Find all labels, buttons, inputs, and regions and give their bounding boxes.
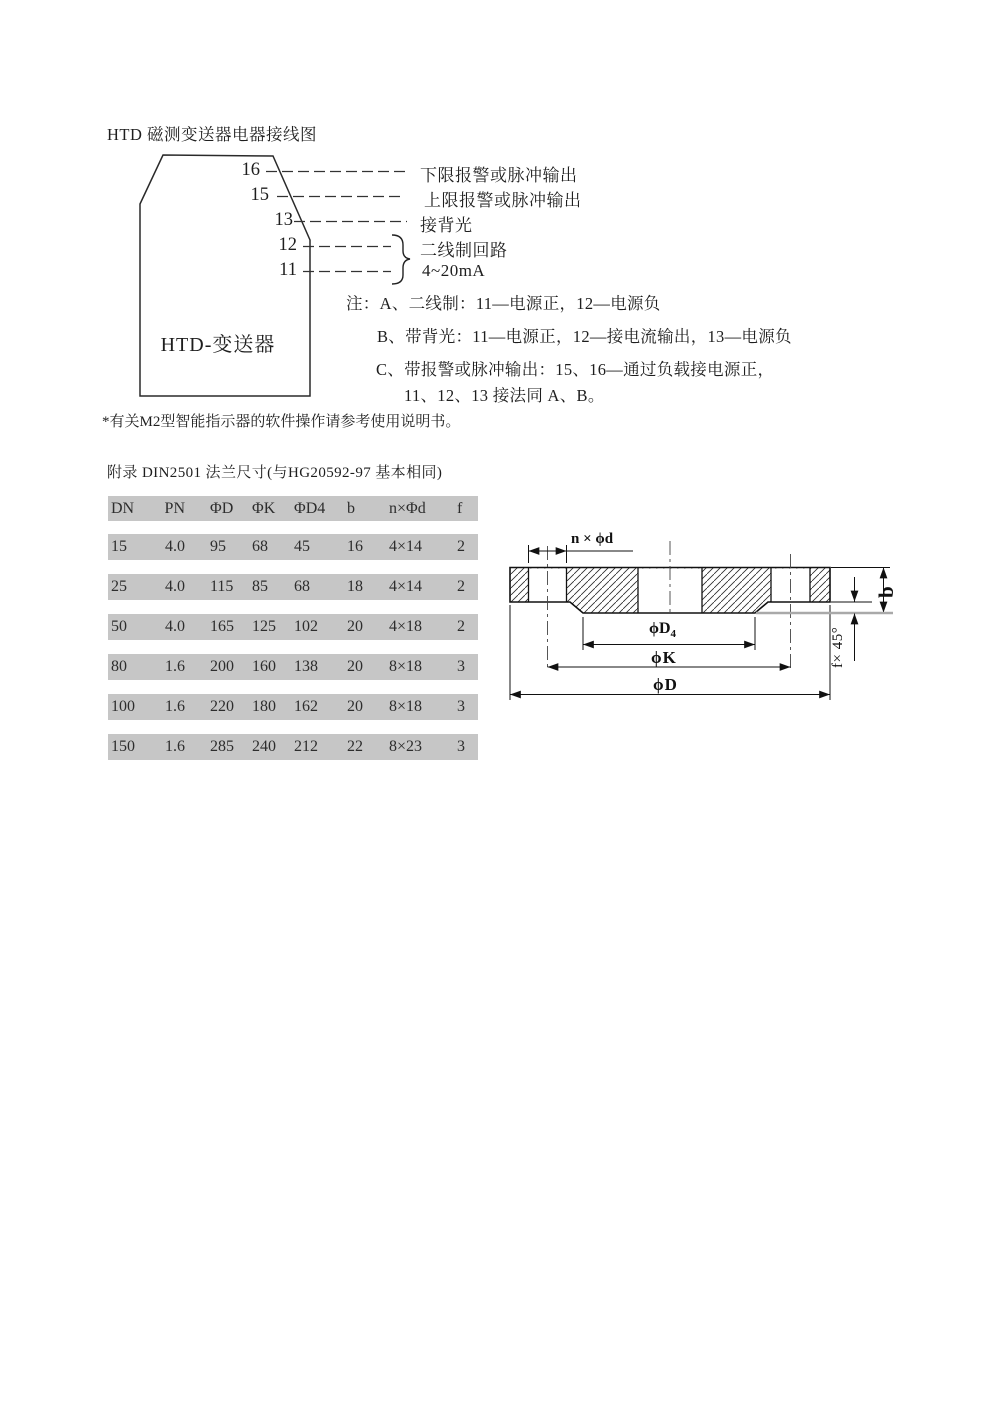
bolt-holes-dim-label: n × ϕd: [571, 531, 614, 547]
table-cell: 220: [210, 698, 234, 715]
table-cell: 138: [294, 658, 318, 675]
table-cell: 16: [347, 538, 363, 555]
wiring-note: 注：A、二线制：11—电源正，12—电源负: [346, 294, 661, 313]
table-cell: 20: [347, 658, 363, 675]
k-dim-label: ϕK: [651, 648, 677, 667]
wiring-note: B、带背光：11—电源正，12—接电流输出，13—电源负: [377, 327, 792, 346]
table-cell: 115: [210, 578, 234, 595]
table-cell: 20: [347, 618, 363, 635]
table-cell: 15: [111, 538, 127, 555]
pin-function-label: 接背光: [420, 216, 473, 235]
table-cell: 4.0: [165, 538, 185, 555]
table-cell: 45: [294, 538, 310, 555]
table-cell: 4×18: [389, 618, 423, 635]
table-cell: 68: [252, 538, 268, 555]
table-cell: 1.6: [165, 658, 185, 675]
table-cell: 3: [457, 658, 465, 675]
flange-dimension-table: [108, 496, 478, 774]
table-cell: 20: [347, 698, 363, 715]
table-cell: 4.0: [165, 578, 185, 595]
pin-number: 15: [250, 185, 269, 205]
table-cell: 1.6: [165, 738, 185, 755]
table-cell: 50: [111, 618, 127, 635]
table-cell: 8×23: [389, 738, 423, 755]
column-header: f: [457, 500, 463, 517]
table-cell: 4.0: [165, 618, 185, 635]
flange-table-body: [108, 534, 478, 760]
table-cell: 285: [210, 738, 234, 755]
column-header: DN: [111, 500, 135, 517]
pin-number: 12: [278, 235, 297, 255]
table-cell: 212: [294, 738, 318, 755]
column-header: n×Φd: [389, 500, 426, 517]
pin-number: 11: [279, 260, 297, 280]
transmitter-label: HTD-变送器: [160, 334, 276, 356]
flange-table-header-row: [108, 496, 478, 521]
column-header: ΦK: [252, 500, 276, 517]
table-cell: 2: [457, 538, 465, 555]
table-cell: 4×14: [389, 538, 423, 555]
appendix-caption: 附录 DIN2501 法兰尺寸(与HG20592-97 基本相同): [107, 465, 443, 481]
table-cell: 4×14: [389, 578, 423, 595]
table-cell: 1.6: [165, 698, 185, 715]
table-row: [108, 614, 478, 640]
bolt-hole-left: [529, 569, 567, 602]
table-row: [108, 694, 478, 720]
pin-function-label: 4~20mA: [422, 261, 486, 280]
flange-cross-section: [510, 541, 893, 700]
table-cell: 8×18: [389, 658, 423, 675]
bolt-hole-right: [771, 569, 810, 602]
table-cell: 150: [111, 738, 135, 755]
table-cell: 162: [294, 698, 318, 715]
table-cell: 25: [111, 578, 127, 595]
table-cell: 3: [457, 698, 465, 715]
table-cell: 8×18: [389, 698, 423, 715]
pin-number: 13: [274, 210, 293, 230]
table-row: [108, 734, 478, 760]
table-cell: 180: [252, 698, 276, 715]
pin-function-label: 下限报警或脉冲输出: [420, 166, 578, 185]
table-cell: 95: [210, 538, 226, 555]
chamfer-dim-label: f× 45°: [830, 626, 846, 668]
wiring-note: 11、12、13 接法同 A、B。: [404, 386, 605, 405]
table-cell: 80: [111, 658, 127, 675]
pin-function-label: 上限报警或脉冲输出: [424, 191, 582, 210]
wiring-note: C、带报警或脉冲输出：15、16—通过负载接电源正，: [376, 360, 775, 379]
d4-dim-label: $\phi D_4$: [649, 620, 677, 641]
flange-hatched-body: [510, 568, 830, 614]
table-row: [108, 534, 478, 560]
table-cell: 85: [252, 578, 268, 595]
d-dim-label: ϕD: [653, 675, 678, 694]
table-cell: 100: [111, 698, 135, 715]
table-cell: 2: [457, 578, 465, 595]
page-title: HTD 磁测变送器电器接线图: [107, 125, 318, 144]
table-cell: 165: [210, 618, 234, 635]
column-header: PN: [164, 500, 185, 517]
pin-function-label: 二线制回路: [420, 241, 508, 260]
column-header: ΦD: [210, 500, 234, 517]
center-bore: [638, 569, 702, 613]
table-row: [108, 654, 478, 680]
table-cell: 22: [347, 738, 363, 755]
pin-number: 16: [241, 160, 260, 180]
table-cell: 2: [457, 618, 465, 635]
table-cell: 200: [210, 658, 234, 675]
table-cell: 102: [294, 618, 318, 635]
loop-brace: [392, 235, 410, 284]
footnote: *有关M2型智能指示器的软件操作请参考使用说明书。: [102, 414, 461, 430]
table-cell: 68: [294, 578, 310, 595]
table-cell: 240: [252, 738, 276, 755]
table-cell: 18: [347, 578, 363, 595]
table-cell: 125: [252, 618, 276, 635]
thickness-dim-label: b: [874, 586, 898, 598]
table-cell: 3: [457, 738, 465, 755]
column-header: ΦD4: [294, 500, 326, 517]
table-row: [108, 574, 478, 600]
table-cell: 160: [252, 658, 276, 675]
column-header: b: [347, 500, 355, 517]
